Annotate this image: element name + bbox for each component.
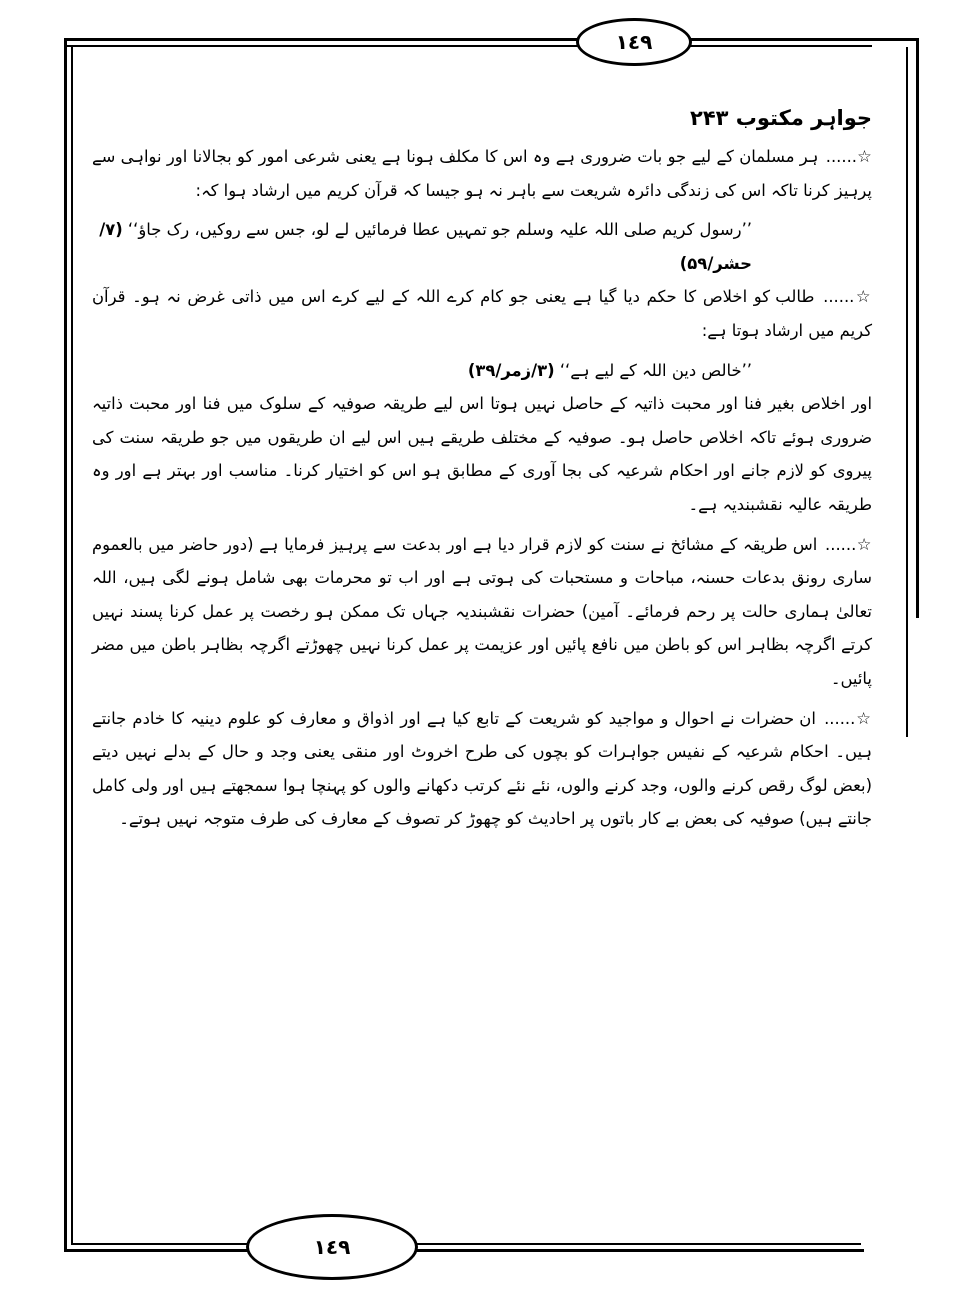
page-content	[92, 100, 872, 842]
frame-bottom-line-inner	[71, 1243, 861, 1245]
page-number-top	[576, 18, 692, 66]
paragraph-text: طالب کو اخلاص کا حکم دیا گیا ہے یعنی جو کام کرے اللہ کے لیے کرے اس میں ذاتی غرض نہ ہو۔ قرآن کریم میں ارشاد ہوتا ہے:	[92, 287, 872, 340]
quote-reference: (۷/حشر/۵۹)	[99, 220, 752, 273]
frame-top-line-outer	[64, 38, 886, 41]
frame-top-line-inner	[64, 45, 872, 47]
frame-right-line-outer	[916, 38, 919, 618]
star-bullet: ☆......	[823, 287, 872, 307]
quote-text: ’’رسول کریم صلی اللہ علیہ وسلم جو تمہیں عطا فرمائیں لے لو، جس سے روکیں، رک جاؤ‘‘	[127, 220, 752, 240]
paragraph-ikhlas-command	[92, 280, 872, 347]
paragraph-text: اس طریقہ کے مشائخ نے سنت کو لازم قرار دیا ہے اور بدعت سے پرہیز فرمایا ہے (دور حاضر میں بالعموم ساری رونق بدعات حسنہ، مباحات و مستحبات کی ہوتی ہے اور اب تو محرمات بھی شامل ہونے لگی ہیں، اللہ تعالیٰ ہماری حالت پر رحم فرمائے۔ آمین) حضرات نقشبندیہ جہاں تک ممکن ہو رخصت پر عمل کرنا پسند نہیں کرتے اگرچہ بظاہر اس کو باطن میں نافع پائیں اور عزیمت پر عمل کرنا نہیں چھوڑتے اگرچہ بظاہر باطن میں مضر پائیں۔	[92, 534, 872, 688]
quote-block	[92, 354, 872, 388]
star-bullet: ☆......	[824, 708, 872, 728]
page-number-bottom-text: ١٤٩	[313, 1235, 351, 1259]
frame-right-step	[886, 38, 919, 41]
page-number-top-text: ١٤٩	[615, 30, 653, 54]
paragraph-text: ہر مسلمان کے لیے جو بات ضروری ہے وہ اس کا مکلف ہونا ہے یعنی شرعی امور کو بجالانا اور نواہی سے پرہیز کرنا تاکہ اس کی زندگی دائرہ شریعت سے باہر نہ ہو جیسا کہ قرآن کریم میں ارشاد ہوا کہ:	[92, 147, 872, 200]
chapter-heading: جواہر مکتوب ۲۴۳	[690, 106, 872, 130]
star-bullet: ☆......	[825, 534, 872, 554]
star-bullet: ☆......	[825, 147, 872, 166]
page-number-bottom	[246, 1214, 418, 1280]
quote-reference: (۳/زمر/۳۹)	[467, 360, 555, 380]
paragraph-text: ان حضرات نے احوال و مواجید کو شریعت کے تابع کیا ہے اور اذواق و معارف کو علوم دینیہ کا خادم جانتے ہیں۔ احکام شرعیہ کے نفیس جواہرات کو بچوں کی طرح اخروٹ اور منقی یعنی وجد و حال کے بدلے نہیں دیتے (بعض لوگ رقص کرنے والوں، وجد کرنے والوں، نئے نئے کرتب دکھانے والوں کو پہنچا ہوا سمجھتے ہیں اور ولی کامل جانتے ہیں) صوفیہ کی بعض بے کار باتوں پر احادیث کو چھوڑ کر تصوف کے معارف کی طرف متوجہ نہیں ہوتے۔	[92, 708, 872, 829]
frame-right-line-inner	[906, 47, 908, 737]
frame-left-line-inner	[71, 45, 73, 1245]
paragraph-mukallaf	[92, 140, 872, 207]
paragraph-ikhlas-fana: اور اخلاص بغیر فنا اور محبت ذاتیہ کے حاصل نہیں ہوتا اس لیے طریقہ صوفیہ کے سلوک میں فنا اور محبت ذاتیہ ضروری ہوئے تاکہ اخلاص حاصل ہو۔ صوفیہ کے مختلف طریقے ہیں اس لیے ان طریقوں میں جو طریقہ سنت کی پیروی کو لازم جانے اور احکام شرعیہ کی بجا آوری کے مطابق ہو اس کو اختیار کرنا۔ مناسب اور بہتر ہے اور وہ طریقہ عالیہ نقشبندیہ ہے۔	[92, 394, 872, 514]
paragraph-ahwal	[92, 702, 872, 836]
frame-left-line-outer	[64, 38, 67, 1252]
paragraph-mashaikh	[92, 528, 872, 696]
quote-text: ’’خالص دین اللہ کے لیے ہے‘‘	[559, 360, 752, 380]
frame-bottom-line-outer	[64, 1249, 864, 1252]
quote-block	[92, 213, 872, 280]
